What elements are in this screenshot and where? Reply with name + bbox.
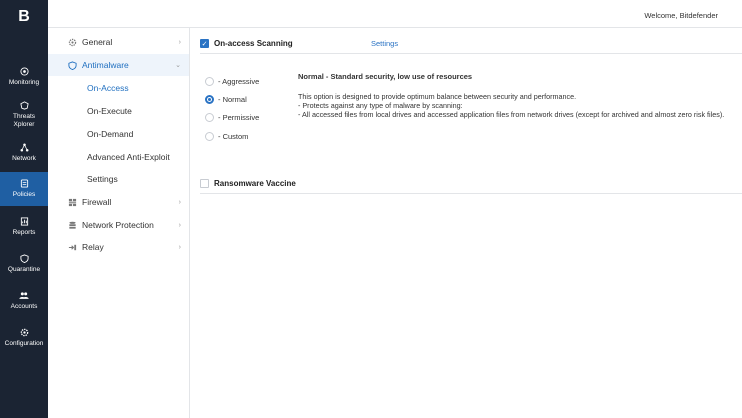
database-icon — [68, 221, 77, 230]
main-content — [190, 28, 742, 418]
radio-label: - Permissive — [218, 113, 260, 122]
ransomware-vaccine-checkbox[interactable] — [200, 179, 209, 188]
left-rail — [0, 0, 48, 418]
subnav-on-access[interactable]: On-Access — [87, 83, 129, 93]
gear-icon — [68, 38, 77, 47]
settings-link[interactable]: Settings — [371, 39, 399, 48]
bitdefender-logo[interactable]: B — [18, 8, 30, 25]
rail-item-threats-xplorer[interactable] — [0, 100, 48, 134]
section-title: Ransomware Vaccine — [214, 179, 296, 188]
section-title: On-access Scanning — [214, 39, 293, 48]
rail-item-quarantine[interactable] — [0, 253, 48, 279]
subnav-firewall[interactable] — [48, 191, 189, 213]
threats-icon — [19, 100, 29, 110]
rail-item-label: Network — [12, 155, 36, 162]
description-line: - Protects against any type of malware by scanning: — [298, 101, 463, 110]
rail-item-label: Threats Xplorer — [12, 113, 36, 128]
level-description — [298, 72, 742, 119]
rail-item-policies[interactable] — [0, 172, 48, 206]
level-custom[interactable] — [205, 132, 248, 141]
radio-button[interactable] — [205, 95, 214, 104]
firewall-icon — [68, 198, 77, 207]
welcome-text[interactable]: Welcome, Bitdefender — [644, 11, 718, 20]
ransomware-vaccine-header — [200, 174, 742, 194]
chevron-down-icon: ⌄ — [175, 62, 181, 69]
subnav-network-protection[interactable] — [48, 214, 189, 236]
accounts-icon — [19, 290, 29, 300]
policy-subnav — [48, 28, 190, 418]
top-bar — [48, 0, 742, 28]
subnav-label: General — [82, 37, 113, 47]
description-line: - All accessed files from local drives and accessed application files from network drives (except for archived and almost zero risk files). — [298, 110, 725, 119]
radio-button[interactable] — [205, 113, 214, 122]
on-access-scanning-checkbox[interactable] — [200, 39, 209, 48]
quarantine-icon — [19, 253, 29, 263]
rail-item-label: Monitoring — [8, 79, 40, 86]
rail-item-label: Policies — [12, 191, 36, 198]
level-normal[interactable] — [205, 95, 247, 104]
subnav-label: Antimalware — [82, 60, 129, 70]
subnav-general[interactable] — [48, 31, 189, 53]
subnav-advanced-anti-exploit[interactable]: Advanced Anti-Exploit — [87, 152, 170, 162]
rail-item-accounts[interactable] — [0, 290, 48, 316]
chevron-right-icon: › — [178, 198, 181, 206]
rail-item-label: Reports — [12, 229, 36, 236]
reports-icon — [19, 216, 29, 226]
subnav-label: Network Protection — [82, 220, 154, 230]
rail-item-configuration[interactable] — [0, 327, 48, 353]
rail-item-reports[interactable] — [0, 216, 48, 242]
policies-icon — [19, 178, 29, 188]
subnav-antimalware[interactable] — [48, 54, 189, 76]
shield-icon — [68, 61, 77, 70]
rail-item-monitoring[interactable] — [0, 66, 48, 92]
network-icon — [19, 142, 29, 152]
description-line: This option is designed to provide optimum balance between security and performance. — [298, 92, 577, 101]
relay-icon — [68, 243, 77, 252]
rail-item-label: Quarantine — [7, 266, 41, 273]
on-access-scanning-header — [200, 34, 742, 54]
subnav-relay[interactable] — [48, 236, 189, 258]
description-title: Normal - Standard security, low use of resources — [298, 72, 473, 81]
monitoring-icon — [19, 66, 29, 76]
level-permissive[interactable] — [205, 113, 259, 122]
chevron-right-icon: › — [178, 221, 181, 229]
configuration-icon — [19, 327, 29, 337]
chevron-right-icon: › — [178, 38, 181, 46]
subnav-settings[interactable]: Settings — [87, 174, 118, 184]
subnav-label: Firewall — [82, 197, 112, 207]
level-aggressive[interactable] — [205, 77, 259, 86]
subnav-on-demand[interactable]: On-Demand — [87, 129, 134, 139]
chevron-right-icon: › — [178, 243, 181, 251]
radio-button[interactable] — [205, 77, 214, 86]
rail-item-network[interactable] — [0, 142, 48, 168]
radio-button[interactable] — [205, 132, 214, 141]
check-icon: ✓ — [201, 40, 208, 48]
subnav-on-execute[interactable]: On-Execute — [87, 106, 132, 116]
radio-label: - Custom — [218, 132, 249, 141]
rail-item-label: Accounts — [10, 303, 38, 310]
rail-item-label: Configuration — [4, 340, 44, 347]
radio-label: - Aggressive — [218, 77, 260, 86]
radio-label: - Normal — [218, 95, 247, 104]
subnav-label: Relay — [82, 242, 104, 252]
